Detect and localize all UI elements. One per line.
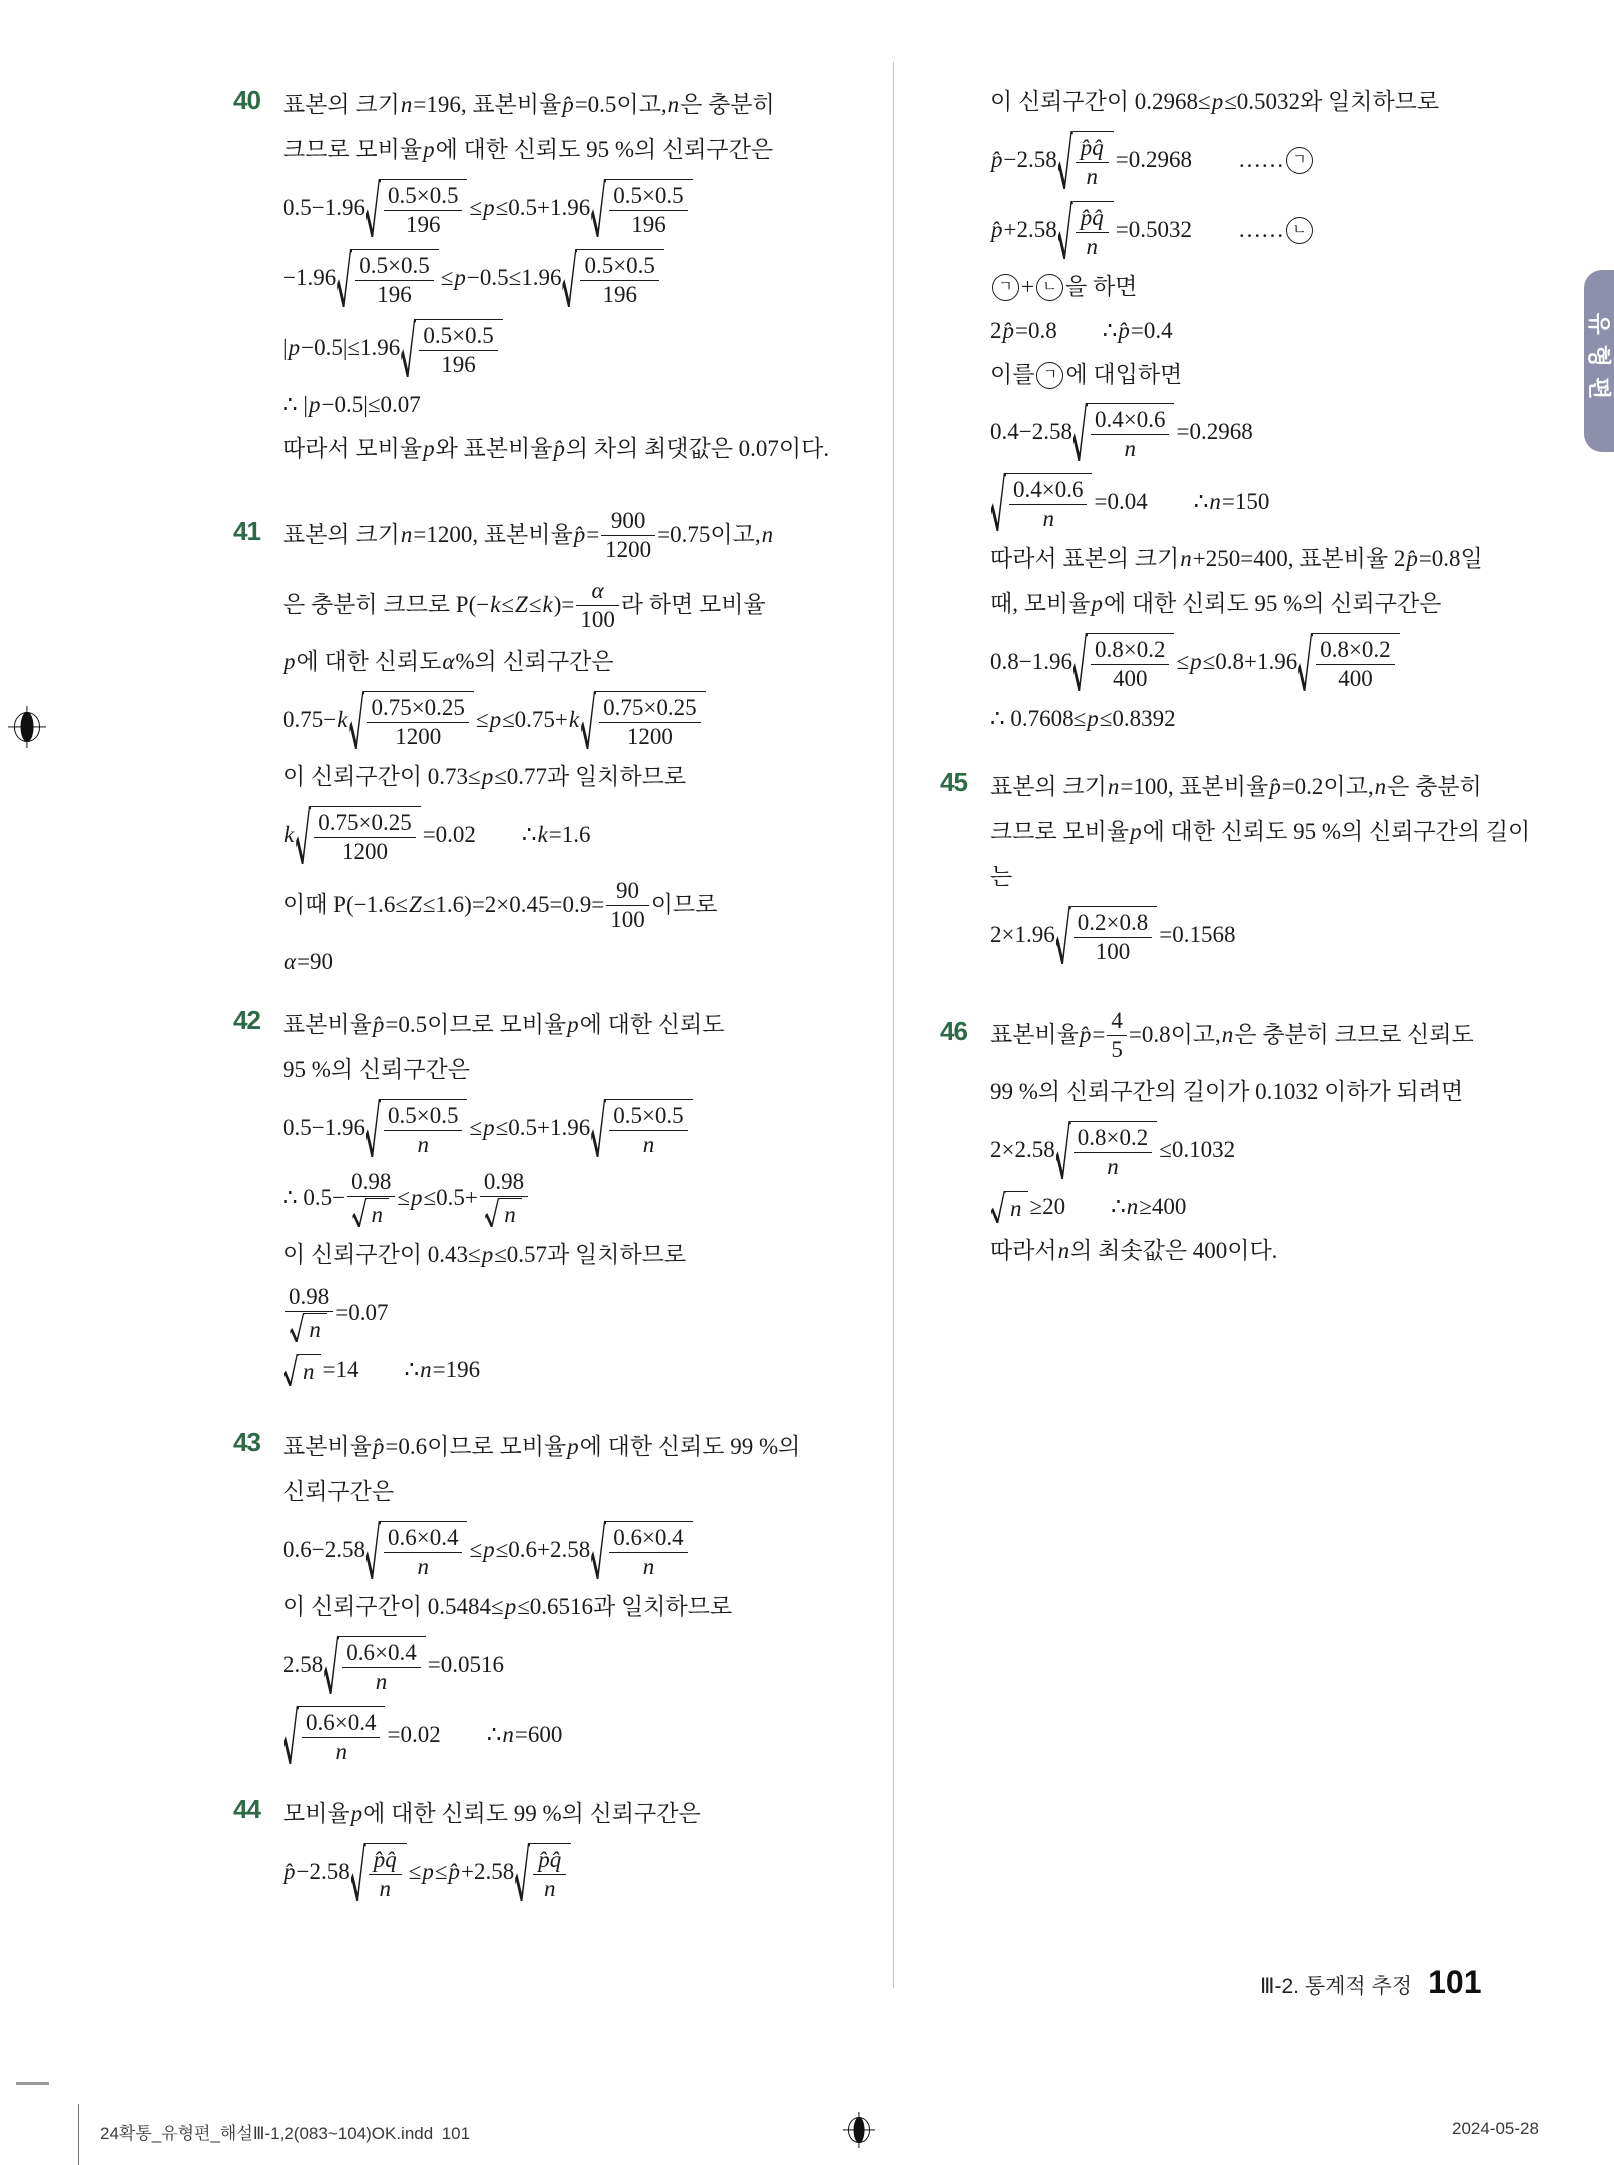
registration-mark-bottom [843, 2112, 875, 2148]
solution-line: 0.6−2.58 $\frac{0.6\times 0.4}{n}$ ≤ p ≤0.6+2.58 $\frac{0.6\times 0.4}{n}$ [283, 1515, 868, 1585]
solution-line: n ≥20 ∴ n ≥400 [990, 1185, 1538, 1229]
page-footer [1260, 1964, 1481, 2001]
solution-line: $\frac{0.98}{n}$ =0.07 [283, 1278, 868, 1348]
solution-line: | p −0.5|≤1.96 $\frac{0.5\times 0.5}{196}$ [283, 313, 868, 383]
solution-line: 신뢰구간은 [283, 1479, 395, 1505]
solution-line: p̂ −2.58 $\frac{p̂q̂}{n}$ =0.2968 …… ㄱ [990, 125, 1538, 195]
solution-line: 표본비율 p̂ = $\frac{4}{5}$ =0.8이고, n 은 충분히 크므로 신뢰도 [990, 1007, 1474, 1062]
problem-45 [940, 765, 1538, 970]
problem-number: 42 [233, 1005, 260, 1035]
problem-44-continuation [990, 80, 1538, 741]
solution-line: 표본의 크기 n =100, 표본비율 p̂ =0.2이고, n 은 충분히 [990, 774, 1482, 800]
solution-line: 크므로 모비율 p 에 대한 신뢰도 95 %의 신뢰구간의 길이 [990, 819, 1531, 845]
problem-43 [233, 1425, 868, 1770]
solution-line: 모비율 p 에 대한 신뢰도 99 %의 신뢰구간은 [283, 1801, 701, 1827]
problem-number: 41 [233, 516, 260, 546]
problem-42 [233, 1003, 868, 1392]
solution-line: α =90 [284, 948, 334, 974]
solution-line: $\frac{0.4\times 0.6}{n}$ =0.04 ∴ n =150 [990, 467, 1538, 537]
solution-line: 2 p̂ =0.8 ∴ p̂ =0.4 [990, 317, 1173, 343]
problem-number: 44 [233, 1794, 260, 1824]
problem-number: 43 [233, 1427, 260, 1457]
solution-line: 따라서 n 의 최솟값은 400이다. [990, 1238, 1278, 1264]
problem-number: 46 [940, 1016, 967, 1046]
problem-41 [233, 500, 868, 984]
footer-section-title: Ⅲ-2. 통계적 추정 [1260, 1975, 1413, 1998]
solution-line: 2×2.58 $\frac{0.8\times 0.2}{n}$ ≤0.1032 [990, 1115, 1538, 1185]
print-date: 2024-05-28 [1452, 2119, 1539, 2138]
solution-line: n =14 ∴ n =196 [283, 1348, 868, 1392]
problem-40 [233, 83, 868, 472]
solution-line: p̂ −2.58 $\frac{p̂q̂}{n}$ ≤ p ≤ p̂ +2.58 $\frac{p̂q̂}{n}$ [283, 1837, 868, 1907]
solution-line: 99 %의 신뢰구간의 길이가 0.1032 이하가 되려면 [990, 1079, 1464, 1105]
registration-mark-left [8, 706, 46, 748]
solution-line: 표본의 크기 n =196, 표본비율 p̂ =0.5이고, n 은 충분히 [283, 92, 775, 118]
print-file-name: 24확통_유형편_해설Ⅲ-1,2(083~104)OK.indd 101 [100, 2124, 471, 2143]
side-tab-label: 유형편 [1586, 312, 1613, 410]
solution-line: 이 신뢰구간이 0.73≤ p ≤0.77과 일치하므로 [283, 764, 687, 790]
solution-line: 따라서 모비율 p 와 표본비율 p̂ 의 차의 최댓값은 0.07이다. [283, 436, 830, 462]
solution-line: 는 [990, 864, 1013, 890]
solution-line: 0.75− k $\frac{0.75\times 0.25}{1200}$ ≤ p ≤0.75+ k $\frac{0.75\times 0.25}{1200}$ [283, 685, 868, 755]
solution-line: 95 %의 신뢰구간은 [283, 1057, 470, 1083]
solution-line: 이 신뢰구간이 0.2968≤ p ≤0.5032와 일치하므로 [990, 89, 1440, 115]
solution-line: 0.5−1.96 $\frac{0.5\times 0.5}{n}$ ≤ p ≤0.5+1.96 $\frac{0.5\times 0.5}{n}$ [283, 1093, 868, 1163]
solution-line: 이 신뢰구간이 0.5484≤ p ≤0.6516과 일치하므로 [283, 1594, 733, 1620]
solution-line: 이때 P(−1.6≤ Z ≤1.6)=2×0.45=0.9= $\frac{90}{100}$ 이므로 [283, 877, 718, 932]
problem-46 [940, 1000, 1538, 1274]
solution-line: 2×1.96 $\frac{0.2\times 0.8}{100}$ =0.1568 [990, 900, 1538, 970]
solution-line: 이 신뢰구간이 0.43≤ p ≤0.57과 일치하므로 [283, 1242, 687, 1268]
solution-line: −1.96 $\frac{0.5\times 0.5}{196}$ ≤ p −0.5≤1.96 $\frac{0.5\times 0.5}{196}$ [283, 243, 868, 313]
solution-line: 이를 ㄱ 에 대입하면 [990, 361, 1183, 387]
solution-line: 2.58 $\frac{0.6\times 0.4}{n}$ =0.0516 [283, 1630, 868, 1700]
footer-page-number: 101 [1428, 1964, 1482, 2000]
solution-line: 때, 모비율 p 에 대한 신뢰도 95 %의 신뢰구간은 [990, 591, 1442, 617]
solution-line: k $\frac{0.75\times 0.25}{1200}$ =0.02 ∴ k =1.6 [283, 800, 868, 870]
solution-line: 표본의 크기 n =1200, 표본비율 p̂ = $\frac{900}{1200}$ =0.75이고, n [283, 507, 774, 562]
solution-line: 따라서 표본의 크기 n +250=400, 표본비율 2 p̂ =0.8일 [990, 546, 1483, 572]
solution-line: 0.4−2.58 $\frac{0.4\times 0.6}{n}$ =0.2968 [990, 397, 1538, 467]
solution-line: 은 충분히 크므로 P(− k ≤ Z ≤ k )= $\frac{\alpha}{100}$ 라 하면 모비율 [283, 577, 766, 632]
trim-dash [16, 2082, 49, 2085]
solution-line: $\frac{0.6\times 0.4}{n}$ =0.02 ∴ n =600 [283, 1700, 868, 1770]
solution-line: ㄱ + ㄴ 을 하면 [990, 265, 1538, 309]
solution-line: 표본비율 p̂ =0.5이므로 모비율 p 에 대한 신뢰도 [283, 1012, 725, 1038]
problem-number: 45 [940, 767, 967, 797]
solution-line: 크므로 모비율 p 에 대한 신뢰도 95 %의 신뢰구간은 [283, 137, 774, 163]
solution-line: ∴ 0.7608≤ p ≤0.8392 [990, 705, 1176, 731]
solution-line: 0.8−1.96 $\frac{0.8\times 0.2}{400}$ ≤ p ≤0.8+1.96 $\frac{0.8\times 0.2}{400}$ [990, 627, 1538, 697]
problem-44 [233, 1792, 868, 1907]
solution-line: p 에 대한 신뢰도 α %의 신뢰구간은 [284, 649, 614, 675]
solution-line: 0.5−1.96 $\frac{0.5\times 0.5}{196}$ ≤ p ≤0.5+1.96 $\frac{0.5\times 0.5}{196}$ [283, 173, 868, 243]
solution-line: p̂ +2.58 $\frac{p̂q̂}{n}$ =0.5032 …… ㄴ [990, 195, 1538, 265]
column-divider [893, 62, 894, 1988]
problem-number: 40 [233, 85, 260, 115]
solution-line: ∴ | p −0.5|≤0.07 [283, 391, 421, 417]
trim-line [78, 2104, 79, 2165]
solution-line: 표본비율 p̂ =0.6이므로 모비율 p 에 대한 신뢰도 99 %의 [283, 1434, 801, 1460]
solution-line: ∴ 0.5− $\frac{0.98}{n}$ ≤ p ≤0.5+ $\frac{0.98}{n}$ [283, 1163, 868, 1233]
side-tab [1584, 270, 1614, 452]
